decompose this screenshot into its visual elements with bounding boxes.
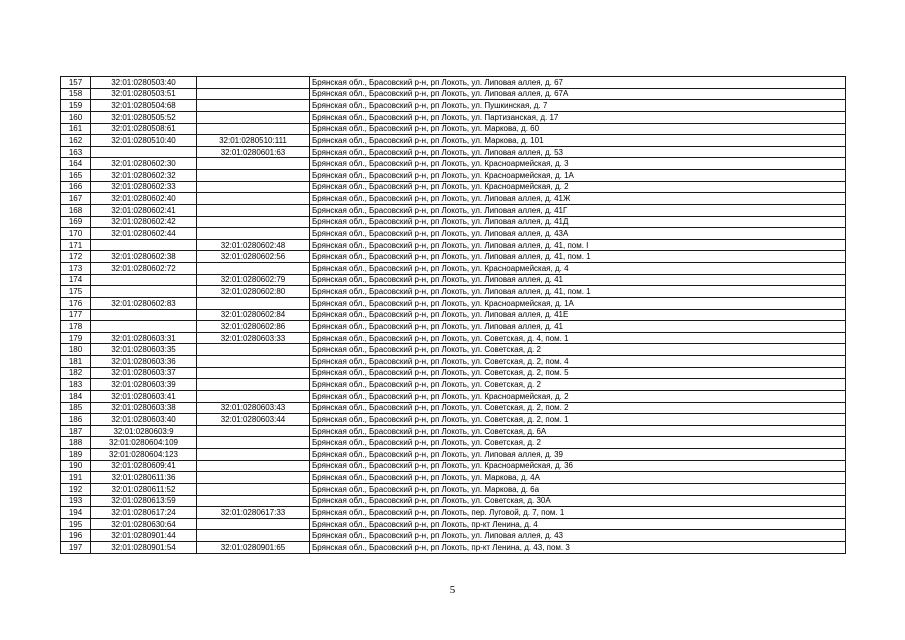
- table-row: [61, 181, 846, 193]
- registry-table-body: [61, 77, 846, 554]
- related-cadastral-number-cell: [197, 263, 310, 275]
- row-number-cell: 191: [61, 472, 91, 484]
- cadastral-number-cell: 32:01:0280613:59: [91, 495, 197, 507]
- address-cell: Брянская обл., Брасовский р-н, рп Локоть, ул. Маркова, д. 6а: [310, 483, 846, 495]
- cadastral-number-cell: 32:01:0280508:61: [91, 123, 197, 135]
- cadastral-number-cell: 32:01:0280603:40: [91, 414, 197, 426]
- cadastral-number-cell: 32:01:0280603:31: [91, 332, 197, 344]
- row-number-cell: 182: [61, 367, 91, 379]
- related-cadastral-number-cell: [197, 344, 310, 356]
- row-number-cell: 178: [61, 321, 91, 333]
- address-cell: Брянская обл., Брасовский р-н, рп Локоть, ул. Липовая аллея, д. 67А: [310, 88, 846, 100]
- row-number-cell: 184: [61, 390, 91, 402]
- table-row: [61, 193, 846, 205]
- cadastral-number-cell: 32:01:0280602:38: [91, 251, 197, 263]
- row-number-cell: 181: [61, 356, 91, 368]
- cadastral-number-cell: 32:01:0280602:40: [91, 193, 197, 205]
- address-cell: Брянская обл., Брасовский р-н, рп Локоть, пер. Луговой, д. 7, пом. 1: [310, 507, 846, 519]
- table-row: [61, 135, 846, 147]
- address-cell: Брянская обл., Брасовский р-н, рп Локоть, ул. Красноармейская, д. 2: [310, 390, 846, 402]
- address-cell: Брянская обл., Брасовский р-н, рп Локоть, ул. Маркова, д. 101: [310, 135, 846, 147]
- related-cadastral-number-cell: [197, 530, 310, 542]
- row-number-cell: 185: [61, 402, 91, 414]
- table-row: [61, 542, 846, 554]
- row-number-cell: 193: [61, 495, 91, 507]
- cadastral-number-cell: 32:01:0280609:41: [91, 460, 197, 472]
- address-cell: Брянская обл., Брасовский р-н, рп Локоть, ул. Советская, д. 2, пом. 2: [310, 402, 846, 414]
- cadastral-number-cell: [91, 274, 197, 286]
- related-cadastral-number-cell: [197, 460, 310, 472]
- table-row: [61, 100, 846, 112]
- related-cadastral-number-cell: 32:01:0280602:48: [197, 239, 310, 251]
- cadastral-number-cell: 32:01:0280617:24: [91, 507, 197, 519]
- related-cadastral-number-cell: [197, 228, 310, 240]
- cadastral-number-cell: [91, 309, 197, 321]
- row-number-cell: 162: [61, 135, 91, 147]
- address-cell: Брянская обл., Брасовский р-н, рп Локоть, ул. Красноармейская, д. 36: [310, 460, 846, 472]
- row-number-cell: 171: [61, 239, 91, 251]
- address-cell: Брянская обл., Брасовский р-н, рп Локоть, ул. Красноармейская, д. 1А: [310, 297, 846, 309]
- table-row: [61, 472, 846, 484]
- related-cadastral-number-cell: [197, 204, 310, 216]
- address-cell: Брянская обл., Брасовский р-н, рп Локоть, ул. Липовая аллея, д. 41Д: [310, 216, 846, 228]
- row-number-cell: 196: [61, 530, 91, 542]
- address-cell: Брянская обл., Брасовский р-н, рп Локоть, ул. Партизанская, д. 17: [310, 111, 846, 123]
- table-row: [61, 77, 846, 89]
- related-cadastral-number-cell: [197, 77, 310, 89]
- cadastral-number-cell: 32:01:0280603:35: [91, 344, 197, 356]
- related-cadastral-number-cell: [197, 495, 310, 507]
- address-cell: Брянская обл., Брасовский р-н, рп Локоть, ул. Липовая аллея, д. 41Г: [310, 204, 846, 216]
- address-cell: Брянская обл., Брасовский р-н, рп Локоть, пр-кт Ленина, д. 43, пом. 3: [310, 542, 846, 554]
- table-row: [61, 204, 846, 216]
- row-number-cell: 188: [61, 437, 91, 449]
- row-number-cell: 174: [61, 274, 91, 286]
- table-row: [61, 321, 846, 333]
- row-number-cell: 194: [61, 507, 91, 519]
- row-number-cell: 180: [61, 344, 91, 356]
- related-cadastral-number-cell: [197, 111, 310, 123]
- table-row: [61, 88, 846, 100]
- related-cadastral-number-cell: [197, 472, 310, 484]
- table-row: [61, 344, 846, 356]
- row-number-cell: 165: [61, 170, 91, 182]
- row-number-cell: 167: [61, 193, 91, 205]
- address-cell: Брянская обл., Брасовский р-н, рп Локоть, ул. Липовая аллея, д. 43А: [310, 228, 846, 240]
- related-cadastral-number-cell: [197, 297, 310, 309]
- related-cadastral-number-cell: [197, 437, 310, 449]
- table-row: [61, 507, 846, 519]
- row-number-cell: 172: [61, 251, 91, 263]
- row-number-cell: 187: [61, 425, 91, 437]
- cadastral-number-cell: [91, 146, 197, 158]
- related-cadastral-number-cell: 32:01:0280510:111: [197, 135, 310, 147]
- cadastral-number-cell: 32:01:0280510:40: [91, 135, 197, 147]
- related-cadastral-number-cell: [197, 390, 310, 402]
- row-number-cell: 176: [61, 297, 91, 309]
- related-cadastral-number-cell: [197, 367, 310, 379]
- table-row: [61, 170, 846, 182]
- related-cadastral-number-cell: [197, 379, 310, 391]
- address-cell: Брянская обл., Брасовский р-н, рп Локоть, ул. Советская, д. 2, пом. 4: [310, 356, 846, 368]
- cadastral-number-cell: 32:01:0280602:42: [91, 216, 197, 228]
- row-number-cell: 192: [61, 483, 91, 495]
- table-row: [61, 286, 846, 298]
- table-row: [61, 367, 846, 379]
- related-cadastral-number-cell: 32:01:0280601:63: [197, 146, 310, 158]
- related-cadastral-number-cell: 32:01:0280603:43: [197, 402, 310, 414]
- related-cadastral-number-cell: 32:01:0280617:33: [197, 507, 310, 519]
- table-row: [61, 379, 846, 391]
- address-cell: Брянская обл., Брасовский р-н, рп Локоть, ул. Красноармейская, д. 3: [310, 158, 846, 170]
- table-row: [61, 460, 846, 472]
- address-cell: Брянская обл., Брасовский р-н, рп Локоть, ул. Маркова, д. 60: [310, 123, 846, 135]
- row-number-cell: 177: [61, 309, 91, 321]
- address-cell: Брянская обл., Брасовский р-н, рп Локоть, ул. Липовая аллея, д. 41, пом. 1: [310, 286, 846, 298]
- row-number-cell: 190: [61, 460, 91, 472]
- table-row: [61, 251, 846, 263]
- row-number-cell: 159: [61, 100, 91, 112]
- cadastral-number-cell: 32:01:0280901:44: [91, 530, 197, 542]
- address-cell: Брянская обл., Брасовский р-н, рп Локоть, ул. Красноармейская, д. 1А: [310, 170, 846, 182]
- table-row: [61, 123, 846, 135]
- table-row: [61, 356, 846, 368]
- related-cadastral-number-cell: [197, 216, 310, 228]
- related-cadastral-number-cell: [197, 123, 310, 135]
- address-cell: Брянская обл., Брасовский р-н, рп Локоть, ул. Советская, д. 4, пом. 1: [310, 332, 846, 344]
- table-row: [61, 309, 846, 321]
- table-row: [61, 274, 846, 286]
- address-cell: Брянская обл., Брасовский р-н, рп Локоть, ул. Липовая аллея, д. 41, пом. 1: [310, 251, 846, 263]
- related-cadastral-number-cell: [197, 158, 310, 170]
- related-cadastral-number-cell: [197, 100, 310, 112]
- address-cell: Брянская обл., Брасовский р-н, рп Локоть, ул. Липовая аллея, д. 53: [310, 146, 846, 158]
- related-cadastral-number-cell: 32:01:0280602:80: [197, 286, 310, 298]
- cadastral-number-cell: 32:01:0280603:38: [91, 402, 197, 414]
- row-number-cell: 175: [61, 286, 91, 298]
- table-row: [61, 146, 846, 158]
- row-number-cell: 189: [61, 449, 91, 461]
- registry-table: [60, 76, 846, 554]
- cadastral-number-cell: 32:01:0280611:52: [91, 483, 197, 495]
- related-cadastral-number-cell: [197, 181, 310, 193]
- address-cell: Брянская обл., Брасовский р-н, рп Локоть, ул. Советская, д. 2: [310, 344, 846, 356]
- table-row: [61, 530, 846, 542]
- row-number-cell: 197: [61, 542, 91, 554]
- cadastral-number-cell: 32:01:0280602:83: [91, 297, 197, 309]
- table-row: [61, 297, 846, 309]
- row-number-cell: 170: [61, 228, 91, 240]
- related-cadastral-number-cell: 32:01:0280603:44: [197, 414, 310, 426]
- row-number-cell: 157: [61, 77, 91, 89]
- table-row: [61, 228, 846, 240]
- address-cell: Брянская обл., Брасовский р-н, рп Локоть, ул. Красноармейская, д. 2: [310, 181, 846, 193]
- cadastral-number-cell: [91, 321, 197, 333]
- row-number-cell: 186: [61, 414, 91, 426]
- related-cadastral-number-cell: [197, 483, 310, 495]
- page-number: 5: [449, 584, 456, 596]
- address-cell: Брянская обл., Брасовский р-н, рп Локоть, ул. Липовая аллея, д. 41Е: [310, 309, 846, 321]
- related-cadastral-number-cell: [197, 356, 310, 368]
- cadastral-number-cell: 32:01:0280503:40: [91, 77, 197, 89]
- related-cadastral-number-cell: 32:01:0280603:33: [197, 332, 310, 344]
- table-row: [61, 414, 846, 426]
- cadastral-number-cell: 32:01:0280630:64: [91, 518, 197, 530]
- address-cell: Брянская обл., Брасовский р-н, рп Локоть, ул. Липовая аллея, д. 43: [310, 530, 846, 542]
- cadastral-number-cell: 32:01:0280602:44: [91, 228, 197, 240]
- cadastral-number-cell: 32:01:0280603:39: [91, 379, 197, 391]
- cadastral-number-cell: 32:01:0280603:37: [91, 367, 197, 379]
- related-cadastral-number-cell: [197, 170, 310, 182]
- address-cell: Брянская обл., Брасовский р-н, рп Локоть, ул. Маркова, д. 4А: [310, 472, 846, 484]
- address-cell: Брянская обл., Брасовский р-н, рп Локоть, ул. Липовая аллея, д. 39: [310, 449, 846, 461]
- row-number-cell: 173: [61, 263, 91, 275]
- row-number-cell: 183: [61, 379, 91, 391]
- table-row: [61, 332, 846, 344]
- related-cadastral-number-cell: 32:01:0280602:86: [197, 321, 310, 333]
- related-cadastral-number-cell: 32:01:0280602:79: [197, 274, 310, 286]
- address-cell: Брянская обл., Брасовский р-н, рп Локоть, ул. Липовая аллея, д. 41, пом. I: [310, 239, 846, 251]
- cadastral-number-cell: 32:01:0280603:41: [91, 390, 197, 402]
- row-number-cell: 163: [61, 146, 91, 158]
- cadastral-number-cell: 32:01:0280901:54: [91, 542, 197, 554]
- row-number-cell: 158: [61, 88, 91, 100]
- address-cell: Брянская обл., Брасовский р-н, рп Локоть, ул. Советская, д. 2: [310, 379, 846, 391]
- related-cadastral-number-cell: [197, 518, 310, 530]
- table-row: [61, 402, 846, 414]
- cadastral-number-cell: 32:01:0280505:52: [91, 111, 197, 123]
- address-cell: Брянская обл., Брасовский р-н, рп Локоть, ул. Советская, д. 6А: [310, 425, 846, 437]
- related-cadastral-number-cell: 32:01:0280602:56: [197, 251, 310, 263]
- cadastral-number-cell: 32:01:0280603:36: [91, 356, 197, 368]
- cadastral-number-cell: 32:01:0280504:68: [91, 100, 197, 112]
- cadastral-number-cell: 32:01:0280602:72: [91, 263, 197, 275]
- address-cell: Брянская обл., Брасовский р-н, рп Локоть, ул. Липовая аллея, д. 67: [310, 77, 846, 89]
- address-cell: Брянская обл., Брасовский р-н, рп Локоть, ул. Пушкинская, д. 7: [310, 100, 846, 112]
- row-number-cell: 161: [61, 123, 91, 135]
- table-row: [61, 239, 846, 251]
- row-number-cell: 169: [61, 216, 91, 228]
- table-row: [61, 495, 846, 507]
- address-cell: Брянская обл., Брасовский р-н, рп Локоть, ул. Советская, д. 30А: [310, 495, 846, 507]
- cadastral-number-cell: [91, 286, 197, 298]
- related-cadastral-number-cell: [197, 449, 310, 461]
- related-cadastral-number-cell: 32:01:0280602:84: [197, 309, 310, 321]
- cadastral-number-cell: 32:01:0280611:36: [91, 472, 197, 484]
- address-cell: Брянская обл., Брасовский р-н, рп Локоть, ул. Красноармейская, д. 4: [310, 263, 846, 275]
- cadastral-number-cell: 32:01:0280602:30: [91, 158, 197, 170]
- table-row: [61, 216, 846, 228]
- table-row: [61, 111, 846, 123]
- related-cadastral-number-cell: 32:01:0280901:65: [197, 542, 310, 554]
- row-number-cell: 179: [61, 332, 91, 344]
- table-row: [61, 449, 846, 461]
- cadastral-number-cell: 32:01:0280602:33: [91, 181, 197, 193]
- table-row: [61, 437, 846, 449]
- row-number-cell: 164: [61, 158, 91, 170]
- related-cadastral-number-cell: [197, 193, 310, 205]
- cadastral-number-cell: 32:01:0280603:9: [91, 425, 197, 437]
- table-row: [61, 263, 846, 275]
- row-number-cell: 160: [61, 111, 91, 123]
- cadastral-number-cell: 32:01:0280604:123: [91, 449, 197, 461]
- address-cell: Брянская обл., Брасовский р-н, рп Локоть, ул. Липовая аллея, д. 41: [310, 274, 846, 286]
- address-cell: Брянская обл., Брасовский р-н, рп Локоть, ул. Советская, д. 2: [310, 437, 846, 449]
- table-row: [61, 483, 846, 495]
- cadastral-number-cell: 32:01:0280602:32: [91, 170, 197, 182]
- row-number-cell: 166: [61, 181, 91, 193]
- address-cell: Брянская обл., Брасовский р-н, рп Локоть, ул. Липовая аллея, д. 41: [310, 321, 846, 333]
- row-number-cell: 195: [61, 518, 91, 530]
- related-cadastral-number-cell: [197, 88, 310, 100]
- cadastral-number-cell: 32:01:0280503:51: [91, 88, 197, 100]
- table-row: [61, 518, 846, 530]
- cadastral-number-cell: 32:01:0280602:41: [91, 204, 197, 216]
- address-cell: Брянская обл., Брасовский р-н, рп Локоть, ул. Советская, д. 2, пом. 1: [310, 414, 846, 426]
- cadastral-number-cell: [91, 239, 197, 251]
- address-cell: Брянская обл., Брасовский р-н, рп Локоть, пр-кт Ленина, д. 4: [310, 518, 846, 530]
- row-number-cell: 168: [61, 204, 91, 216]
- table-row: [61, 425, 846, 437]
- address-cell: Брянская обл., Брасовский р-н, рп Локоть, ул. Советская, д. 2, пом. 5: [310, 367, 846, 379]
- related-cadastral-number-cell: [197, 425, 310, 437]
- address-cell: Брянская обл., Брасовский р-н, рп Локоть, ул. Липовая аллея, д. 41Ж: [310, 193, 846, 205]
- table-row: [61, 390, 846, 402]
- cadastral-number-cell: 32:01:0280604:109: [91, 437, 197, 449]
- table-row: [61, 158, 846, 170]
